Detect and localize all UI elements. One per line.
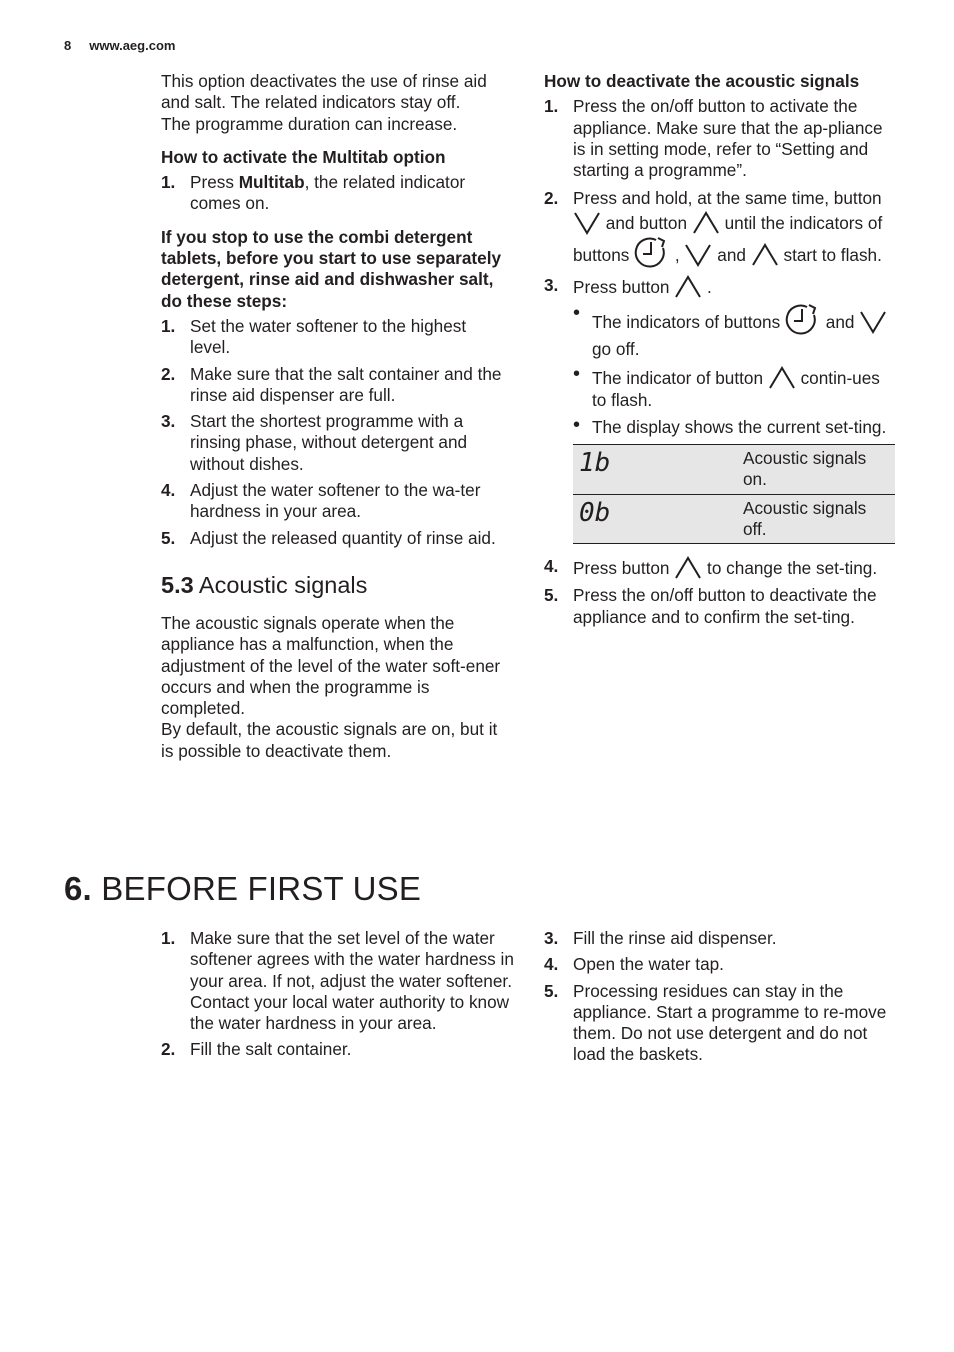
- display-code: 0b: [573, 494, 737, 544]
- chevron-up-icon: [768, 366, 796, 390]
- chevron-up-icon: [692, 211, 720, 235]
- list-item: 5. Press the on/off button to deactivate the appliance and to confirm the set-ting.: [544, 585, 877, 627]
- chevron-down-icon: [573, 211, 601, 235]
- list-item: 3. Press button . • The indicators of buttons and go off. • The indicator of button contin-ues to flash. • The display shows the current set-ting.: [544, 275, 896, 438]
- combi-steps: [161, 316, 511, 549]
- acoustic-text-2: By default, the acoustic signals are on, but it is possible to deactivate them.: [161, 719, 498, 761]
- table-row: [573, 445, 895, 495]
- list-item: 1. Press the on/off button to activate the appliance. Make sure that the ap-pliance is in setting mode, refer to “Setting and starting a programme”.: [544, 96, 883, 181]
- before-left-column: [161, 928, 516, 1071]
- page-header: [64, 38, 193, 53]
- before-steps-right: [544, 928, 896, 1066]
- table-row: [573, 494, 895, 544]
- list-item: • The indicators of buttons and go off.: [573, 303, 896, 361]
- timer-delay-icon: [785, 303, 821, 337]
- left-column: [161, 71, 511, 762]
- timer-delay-icon: [634, 236, 670, 270]
- list-item: 4. Adjust the water softener to the wa-ter hardness in your area.: [161, 480, 481, 522]
- display-meaning: Acoustic signals off.: [737, 494, 895, 544]
- multitab-label: Multitab: [238, 172, 305, 193]
- list-item: 3. Start the shortest programme with a rinsing phase, without detergent and without dishes.: [161, 411, 468, 474]
- before-right-column: [544, 928, 896, 1076]
- chapter-heading: 6. BEFORE FIRST USE: [64, 870, 422, 907]
- deactivate-steps-cont: [544, 556, 896, 628]
- step-number: 1.: [161, 172, 176, 193]
- chevron-up-icon: [674, 556, 702, 580]
- combi-note: If you stop to use the combi detergent tablets, before you start to use separately detergent, rinse aid and dishwasher salt, do these steps:: [161, 226, 502, 311]
- page-number: 8: [64, 38, 72, 53]
- list-item: 4. Open the water tap.: [544, 954, 724, 975]
- before-steps-left: [161, 928, 516, 1061]
- display-table: [573, 444, 895, 544]
- multitab-steps: [161, 172, 511, 215]
- list-item: 1. Set the water softener to the highest level.: [161, 315, 467, 358]
- deactivate-heading: How to deactivate the acoustic signals: [544, 71, 860, 91]
- list-item: 4. Press button to change the set-ting.: [544, 556, 878, 579]
- display-meaning: Acoustic signals on.: [737, 445, 895, 495]
- list-item: 2. Make sure that the salt container and the rinse aid dispenser are full.: [161, 363, 502, 405]
- intro-text-1: This option deactivates the use of rinse aid and salt. The related indicators stay off.: [161, 71, 487, 113]
- website: www.aeg.com: [89, 38, 176, 53]
- list-item: 1. Press Multitab, the related indicator comes on.: [161, 172, 466, 214]
- deactivate-steps: [544, 96, 896, 438]
- chevron-up-icon: [751, 243, 779, 267]
- intro-text-2: The programme duration can increase.: [161, 113, 458, 134]
- list-item: 1. Make sure that the set level of the water softener agrees with the water hardness in your area. If not, adjust the water softener. Contact your local water authority to know the water hardness in your area.: [161, 928, 514, 1034]
- display-table-wrap: [544, 444, 896, 544]
- multitab-heading: How to activate the Multitab option: [161, 146, 446, 167]
- result-bullets: [573, 303, 896, 438]
- right-column: [544, 71, 896, 638]
- list-item: • The display shows the current set-ting.: [573, 417, 896, 438]
- list-item: • The indicator of button contin-ues to flash.: [573, 366, 896, 411]
- list-item: 5. Processing residues can stay in the appliance. Start a programme to re-move them. Do not use detergent and do not load the baskets.: [544, 980, 887, 1065]
- section-heading: 5.3 Acoustic signals: [161, 571, 368, 598]
- display-code: 1b: [573, 445, 737, 495]
- acoustic-text-1: The acoustic signals operate when the appliance has a malfunction, when the adjustment of the level of the water soft-ener occurs and when the programme is completed.: [161, 612, 501, 719]
- list-item: 2. Press and hold, at the same time, button and button until the indicators of buttons , and start to flash.: [544, 186, 896, 270]
- list-item: 5. Adjust the released quantity of rinse aid.: [161, 527, 496, 548]
- chevron-down-icon: [684, 243, 712, 267]
- list-item: 2. Fill the salt container.: [161, 1039, 352, 1060]
- chevron-down-icon: [859, 310, 887, 334]
- chevron-up-icon: [674, 275, 702, 299]
- list-item: 3. Fill the rinse aid dispenser.: [544, 928, 777, 948]
